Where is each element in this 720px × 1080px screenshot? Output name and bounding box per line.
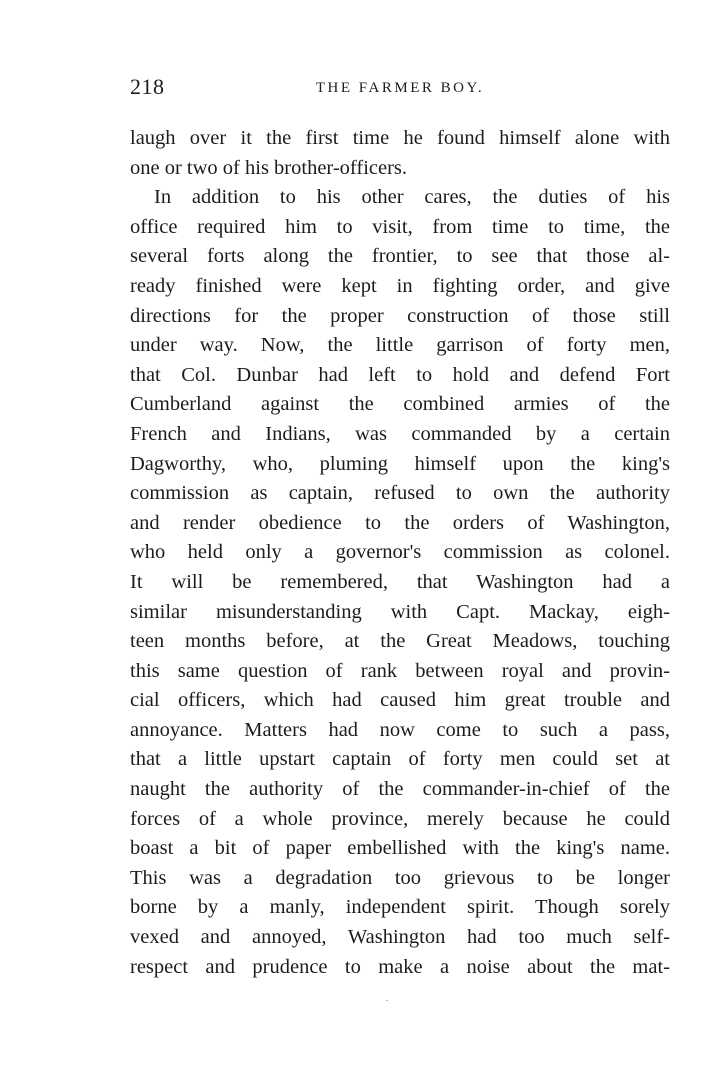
- page-header: [130, 74, 670, 106]
- text-line: that a little upstart captain of forty men could set at: [130, 748, 670, 771]
- text-line: directions for the proper construction of those still: [130, 304, 670, 327]
- text-line: It will be remembered, that Washington had a: [130, 570, 670, 593]
- text-line: office required him to visit, from time to time, the: [130, 215, 670, 238]
- body-text: [130, 124, 670, 982]
- text-line: ready finished were kept in fighting order, and give: [130, 274, 670, 297]
- text-line: forces of a whole province, merely because he could: [130, 807, 670, 830]
- text-line: vexed and annoyed, Washington had too much self-: [130, 926, 670, 949]
- text-line: similar misunderstanding with Capt. Mackay, eigh-: [130, 600, 670, 623]
- text-line: French and Indians, was commanded by a certain: [130, 422, 670, 445]
- text-line: cial officers, which had caused him great trouble and: [130, 689, 670, 712]
- text-line: naught the authority of the commander-in-chief of the: [130, 778, 670, 801]
- text-line: borne by a manly, independent spirit. Though sorely: [130, 896, 670, 919]
- text-line: one or two of his brother-officers.: [130, 156, 408, 179]
- paper-speck: [386, 1000, 388, 1001]
- text-line: annoyance. Matters had now come to such a pass,: [130, 718, 670, 741]
- text-line: who held only a governor's commission as colonel.: [130, 541, 670, 564]
- text-line: boast a bit of paper embellished with the king's name.: [130, 837, 670, 860]
- text-line: several forts along the frontier, to see that those al-: [130, 245, 670, 268]
- text-line: respect and prudence to make a noise about the mat-: [130, 955, 670, 978]
- text-line: commission as captain, refused to own the authority: [130, 482, 670, 505]
- text-line: laugh over it the first time he found himself alone with: [130, 127, 670, 149]
- text-line: under way. Now, the little garrison of forty men,: [130, 334, 670, 357]
- text-line: this same question of rank between royal and provin-: [130, 659, 670, 682]
- text-line: that Col. Dunbar had left to hold and defend Fort: [130, 363, 670, 386]
- text-line: teen months before, at the Great Meadows, touching: [130, 630, 670, 653]
- text-line: In addition to his other cares, the duties of his: [154, 186, 670, 209]
- running-head: THE FARMER BOY.: [315, 80, 485, 96]
- text-line: and render obedience to the orders of Washington,: [130, 511, 670, 534]
- page-number: 218: [130, 74, 165, 99]
- text-line: Cumberland against the combined armies of the: [130, 393, 670, 416]
- text-line: Dagworthy, who, pluming himself upon the king's: [130, 452, 670, 475]
- text-line: This was a degradation too grievous to be longer: [130, 866, 670, 889]
